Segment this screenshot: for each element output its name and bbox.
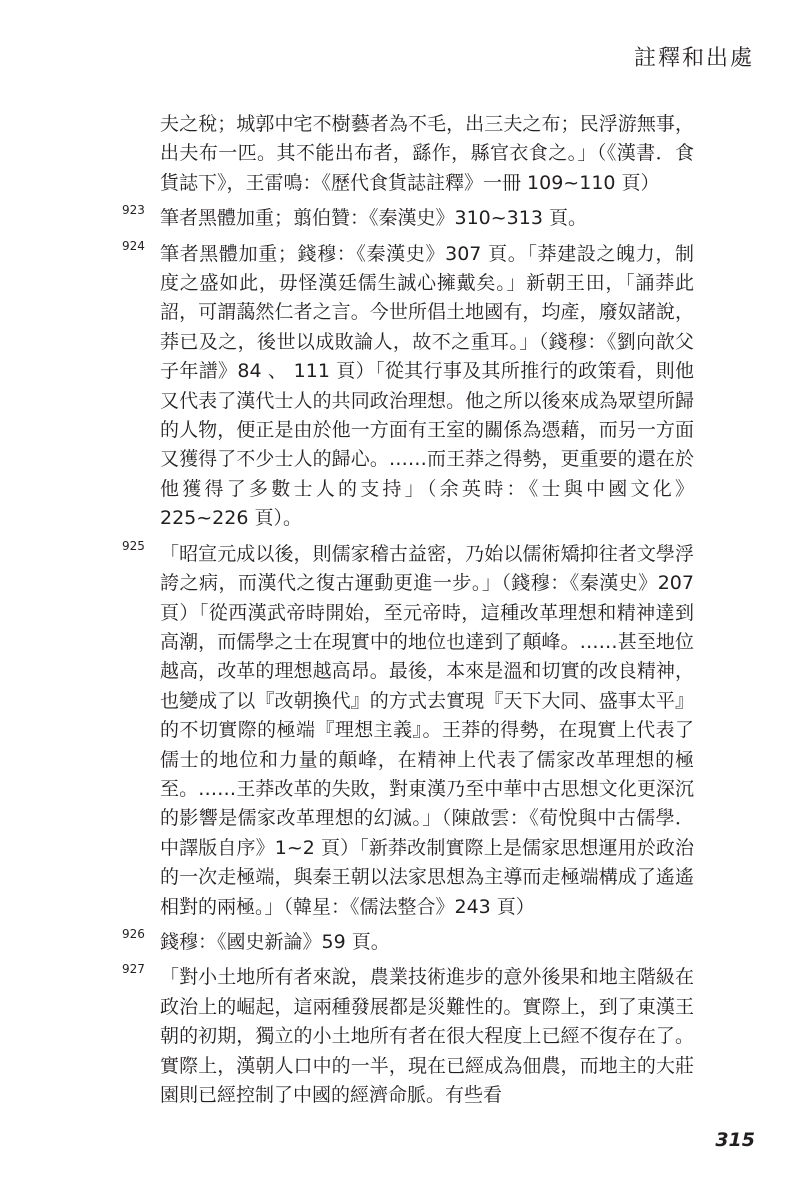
- running-head: 註釋和出處: [633, 46, 754, 71]
- footnote-925: [122, 538, 694, 922]
- footnote-text: 「對小土地所有者來說，農業技術進步的意外後果和地主階級在政治上的崛起，這兩種發展都是災難性的。實際上，到了東漢王朝的初期，獨立的小土地所有者在很大程度上已經不復存在了。實際上，漢朝人口中的一半，現在已經成為佃農，而地主的大莊園則已經控制了中國的經濟命脈。有些看: [160, 966, 694, 1106]
- footnote-text: 錢穆：《國史新論》59 頁。: [160, 930, 390, 953]
- footnote-continued: [160, 110, 694, 198]
- page-number: 315: [715, 1129, 755, 1151]
- footnote-927: [122, 962, 694, 1110]
- footnote-text: 夫之稅；城郭中宅不樹藝者為不毛，出三夫之布；民浮游無事，出夫布一匹。其不能出布者，繇作，縣官衣食之。」（《漢書．食貨誌下》，王雷鳴：《歷代食貨誌註釋》一冊 109~110 頁）: [160, 113, 694, 194]
- footnote-number: 923: [122, 203, 145, 218]
- footnote-number: 925: [122, 538, 145, 553]
- footnote-number: 924: [122, 238, 145, 253]
- footnote-number: 927: [122, 962, 145, 977]
- footnote-text: 筆者黑體加重；翦伯贊：《秦漢史》310~313 頁。: [160, 207, 587, 230]
- footnote-924: [122, 238, 694, 534]
- footnotes: [122, 110, 694, 1116]
- footnote-text: 筆者黑體加重；錢穆：《秦漢史》307 頁。「莽建設之魄力，制度之盛如此，毋怪漢廷儒生誠心擁戴矣。」新朝王田，「誦莽此詔，可謂藹然仁者之言。今世所倡土地國有，均產，廢奴諸說，莽已及之，後世以成敗論人，故不之重耳。」（錢穆：《劉向歆父子年譜》84 、 111 頁）「從其行事及其所推行的政策看，則他又代表了漢代士人的共同政治理想。他之所以後來成為眾望所歸的人物，便正是由於他一方面有王室的關係為憑藉，而另一方面又獲得了不少士人的歸心。……而王莽之得勢，更重要的還在於他獲得了多數士人的支持」（余英時：《士與中國文化》225~226 頁）。: [160, 242, 694, 530]
- footnote-text: 「昭宣元成以後，則儒家稽古益密，乃始以儒術矯抑往者文學浮誇之病，而漢代之復古運動更進一步。」（錢穆：《秦漢史》207 頁）「從西漢武帝時開始，至元帝時，這種改革理想和精神達到高潮，而儒學之士在現實中的地位也達到了顛峰。……甚至地位越高，改革的理想越高昂。最後，本來是溫和切實的改良精神，也變成了以『改朝換代』的方式去實現『天下大同、盛事太平』的不切實際的極端『理想主義』。王莽的得勢，在現實上代表了儒士的地位和力量的顛峰，在精神上代表了儒家改革理想的極至。……王莽改革的失敗，對東漢乃至中華中古思想文化更深沉的影響是儒家改革理想的幻滅。」（陳啟雲：《荀悅與中古儒學．中譯版自序》1~2 頁）「新莽改制實際上是儒家思想運用於政治的一次走極端，與秦王朝以法家思想為主導而走極端構成了遙遙相對的兩極。」（韓星：《儒法整合》243 頁）: [160, 542, 694, 918]
- footnote-926: [122, 926, 694, 957]
- footnote-923: [122, 203, 694, 233]
- footnote-number: 926: [122, 926, 145, 941]
